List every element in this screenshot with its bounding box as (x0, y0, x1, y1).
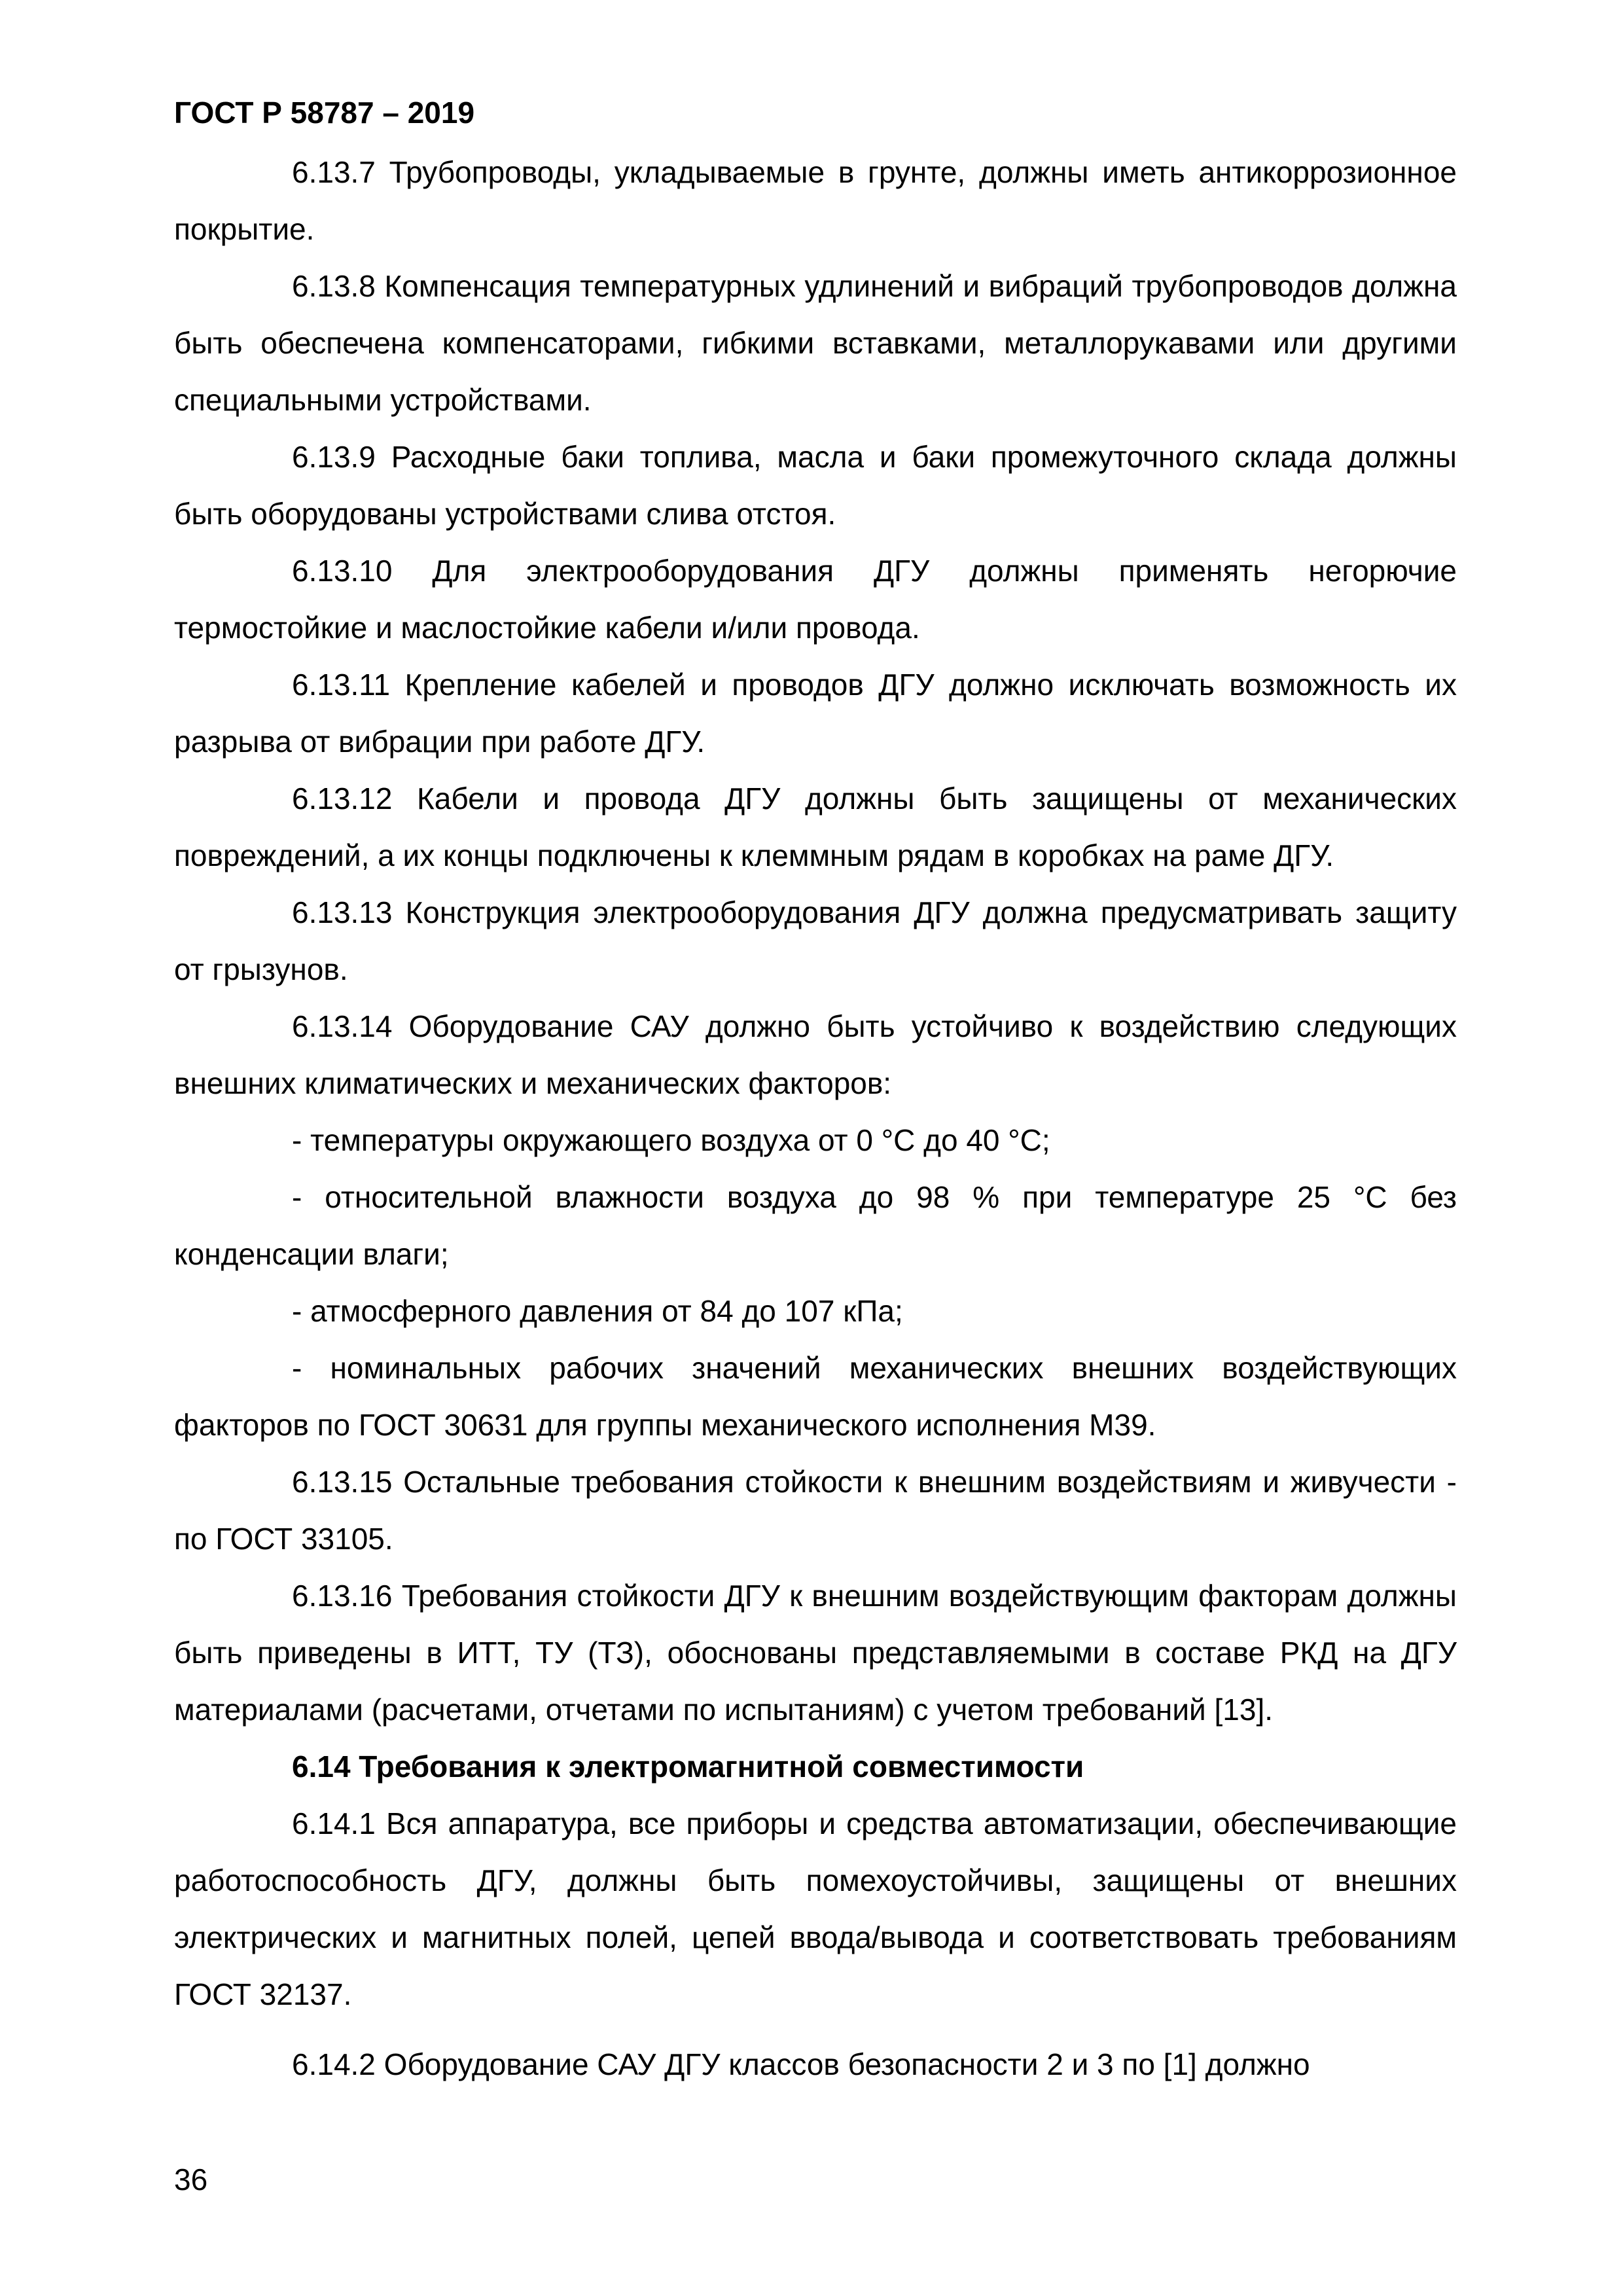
paragraph-6-13-13: 6.13.13 Конструкция электрооборудования ДГУ должна предусматривать защиту от грызунов. (174, 895, 1457, 986)
section-heading-6-14: 6.14 Требования к электромагнитной совместимости (292, 1749, 1084, 1784)
document-body (174, 144, 1457, 2093)
list-item-temperature: - температуры окружающего воздуха от 0 °С до 40 °С; (292, 1123, 1050, 1157)
page-number: 36 (174, 2162, 208, 2197)
paragraph-6-13-9: 6.13.9 Расходные баки топлива, масла и баки промежуточного склада должны быть оборудованы устройствами слива отстоя. (174, 440, 1457, 531)
paragraph-6-13-10: 6.13.10 Для электрооборудования ДГУ должны применять негорючие термостойкие и маслостойкие кабели и/или провода. (174, 554, 1457, 645)
list-item-pressure: - атмосферного давления от 84 до 107 кПа; (292, 1294, 903, 1328)
paragraph-6-13-14: 6.13.14 Оборудование САУ должно быть устойчиво к воздействию следующих внешних климатических и механических факторов: (174, 1009, 1457, 1100)
paragraph-6-13-8: 6.13.8 Компенсация температурных удлинений и вибраций трубопроводов должна быть обеспечена компенсаторами, гибкими вставками, металлорукавами или другими специальными устройствами. (174, 269, 1457, 417)
document-header: ГОСТ Р 58787 – 2019 (174, 96, 475, 130)
paragraph-6-13-15: 6.13.15 Остальные требования стойкости к внешним воздействиям и живучести - по ГОСТ 33105. (174, 1465, 1457, 1556)
paragraph-6-13-11: 6.13.11 Крепление кабелей и проводов ДГУ должно исключать возможность их разрыва от вибрации при работе ДГУ. (174, 668, 1457, 759)
paragraph-6-13-12: 6.13.12 Кабели и провода ДГУ должны быть защищены от механических повреждений, а их концы подключены к клеммным рядам в коробках на раме ДГУ. (174, 781, 1457, 872)
paragraph-6-14-1: 6.14.1 Вся аппаратура, все приборы и средства автоматизации, обеспечивающие работоспособность ДГУ, должны быть помехоустойчивы, защищены от внешних электрических и магнитных полей, цепей ввода/вывода и соответствовать требованиям ГОСТ 32137. (174, 1806, 1457, 2011)
paragraph-6-13-16: 6.13.16 Требования стойкости ДГУ к внешним воздействующим факторам должны быть приведены в ИТТ, ТУ (ТЗ), обоснованы представляемыми в составе РКД на ДГУ материалами (расчетами, отчетами по испытаниям) с учетом требований [13]. (174, 1579, 1457, 1727)
paragraph-6-13-7: 6.13.7 Трубопроводы, укладываемые в грунте, должны иметь антикоррозионное покрытие. (174, 155, 1457, 246)
list-item-humidity: - относительной влажности воздуха до 98 % при температуре 25 °С без конденсации влаги; (174, 1180, 1457, 1271)
list-item-mechanical: - номинальных рабочих значений механических внешних воздействующих факторов по ГОСТ 30631 для группы механического исполнения М39. (174, 1351, 1457, 1442)
paragraph-6-14-2: 6.14.2 Оборудование САУ ДГУ классов безопасности 2 и 3 по [1] должно (292, 2047, 1310, 2081)
